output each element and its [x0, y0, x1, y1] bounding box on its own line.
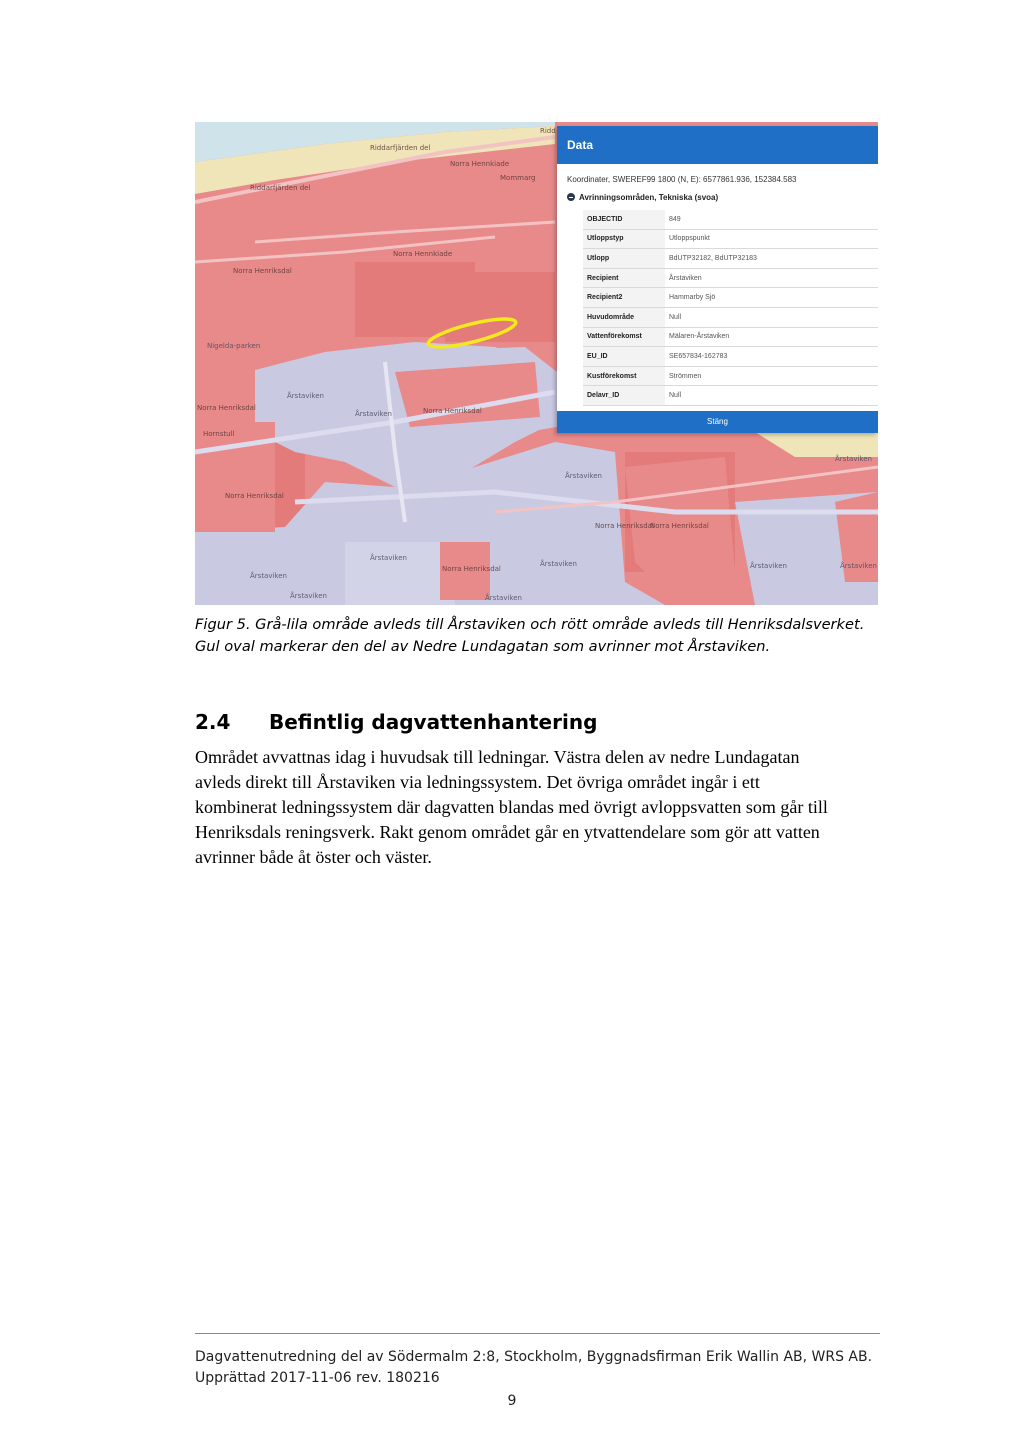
attribute-row [583, 268, 878, 288]
attribute-value: 849 [665, 210, 878, 229]
section-heading [195, 708, 597, 736]
map-label: Riddarfjärden del [250, 184, 311, 192]
attribute-key: Huvudområde [583, 307, 665, 327]
map-label: Norra Hennkiade [393, 250, 453, 258]
body-line: Området avvattnas idag i huvudsak till ledningar. Västra delen av nedre Lundagatan [195, 747, 800, 767]
close-button[interactable]: Stäng [557, 411, 878, 433]
map-label: Årstaviken [355, 410, 392, 418]
map-label: Årstaviken [835, 455, 872, 463]
map-label: Ridd [540, 127, 556, 135]
map-label: Norra Henriksdal [225, 492, 284, 500]
attribute-row [583, 366, 878, 386]
footer-line-1: Dagvattenutredning del av Södermalm 2:8, Stockholm, Byggnadsfirman Erik Wallin AB, WRS AB. [195, 1349, 873, 1365]
attribute-value: SE657834-162783 [665, 347, 878, 367]
body-line: Henriksdals reningsverk. Rakt genom området går en ytvattendelare som gör att vatten [195, 822, 820, 842]
attribute-row [583, 288, 878, 308]
attribute-value: BdUTP32182, BdUTP32183 [665, 249, 878, 269]
attribute-key: EU_ID [583, 347, 665, 367]
map-label: Norra Henriksdal [595, 522, 654, 530]
map-label: Årstaviken [290, 592, 327, 600]
attribute-value: Utloppspunkt [665, 229, 878, 249]
attribute-value: Hammarby Sjö [665, 288, 878, 308]
body-line: avrinner både åt öster och väster. [195, 847, 432, 867]
popup-layer-name: Avrinningsområden, Tekniska (svoa) [579, 192, 719, 202]
map-label: Hornstull [203, 430, 235, 438]
attribute-table [583, 210, 878, 406]
page-footer [195, 1347, 895, 1389]
map-label: Norra Henriksdal [442, 565, 501, 573]
map-label: Norra Hennkiade [450, 160, 510, 168]
attribute-row [583, 327, 878, 347]
attribute-value: Mälaren-Årstaviken [665, 327, 878, 347]
attribute-key: Recipient [583, 268, 665, 288]
attribute-row [583, 307, 878, 327]
popup-coordinates: Koordinater, SWEREF99 1800 (N, E): 6577861.936, 152384.583 [567, 175, 797, 184]
page-number: 9 [507, 1393, 517, 1409]
attribute-row [583, 210, 878, 229]
map-label: Mommarg [500, 174, 536, 182]
attribute-key: Delavr_ID [583, 386, 665, 406]
attribute-key: Utlopp [583, 249, 665, 269]
attribute-value: Null [665, 386, 878, 406]
attribute-value: Årstaviken [665, 268, 878, 288]
section-number: 2.4 [195, 710, 231, 734]
popup-layer-row[interactable] [557, 185, 878, 203]
attribute-key: Utloppstyp [583, 229, 665, 249]
map-label: Årstaviken [750, 562, 787, 570]
map-label: Årstaviken [287, 392, 324, 400]
map-label: Norra Henriksdal [197, 404, 256, 412]
attribute-row [583, 347, 878, 367]
map-label: Nigelda-parken [207, 342, 261, 350]
footer-line-2: Upprättad 2017-11-06 rev. 180216 [195, 1370, 440, 1386]
footer-divider [195, 1333, 880, 1334]
attribute-row [583, 249, 878, 269]
map-label: Årstaviken [565, 472, 602, 480]
figure-caption: Figur 5. Grå-lila område avleds till Årstaviken och rött område avleds till Henriksdalsverket. Gul oval markerar den del av Nedre Lundagatan som avrinner mot Årstaviken. [195, 616, 865, 655]
body-line: avleds direkt till Årstaviken via ledningssystem. Det övriga området ingår i ett [195, 772, 760, 792]
map-label: Årstaviken [370, 554, 407, 562]
map-label: Norra Henriksdal [650, 522, 709, 530]
collapse-icon[interactable] [567, 193, 575, 201]
map-label: Norra Henriksdal [423, 407, 482, 415]
popup-title: Data [557, 126, 878, 164]
attribute-key: Vattenförekomst [583, 327, 665, 347]
map-label: Riddarfjärden del [370, 144, 431, 152]
attribute-value: Strömmen [665, 366, 878, 386]
attribute-row [583, 386, 878, 406]
map-figure [195, 122, 878, 605]
attribute-key: Kustförekomst [583, 366, 665, 386]
attribute-row [583, 229, 878, 249]
attribute-value: Null [665, 307, 878, 327]
data-popup [557, 126, 878, 433]
map-label: Årstaviken [485, 594, 522, 602]
map-label: Årstaviken [250, 572, 287, 580]
body-paragraph [195, 745, 885, 870]
map-label: Norra Henriksdal [233, 267, 292, 275]
map-label: Årstaviken [540, 560, 577, 568]
body-line: kombinerat ledningssystem där dagvatten blandas med övrigt avloppsvatten som går till [195, 797, 828, 817]
map-label: Årstaviken [840, 562, 877, 570]
section-title: Befintlig dagvattenhantering [269, 710, 598, 734]
attribute-key: OBJECTID [583, 210, 665, 229]
attribute-key: Recipient2 [583, 288, 665, 308]
